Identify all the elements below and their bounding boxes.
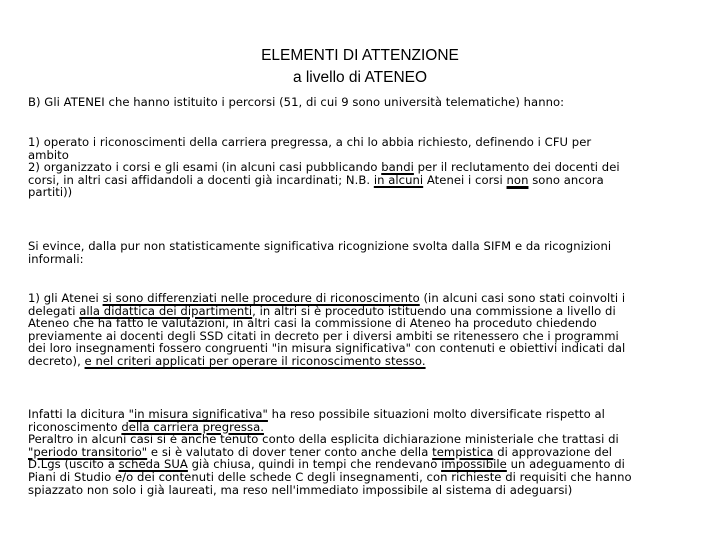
underlined-text: della carriera pregressa. <box>121 419 264 434</box>
text-span: riconoscimento <box>28 419 122 434</box>
underlined-text: e nel criteri applicati per operare il riconoscimento stesso. <box>84 353 426 368</box>
text-line <box>28 355 700 368</box>
underlined-text: in alcuni <box>373 172 424 187</box>
text-span: D.Lgs (uscito a <box>28 457 119 472</box>
underlined-text: tempistica <box>432 444 494 459</box>
text-line: Si evince, dalla pur non statisticamente significativa ricognizione svolta dalla SIFM e da ricognizioni <box>28 239 612 253</box>
paragraph-closing <box>28 408 700 496</box>
paragraph-operations-list <box>28 136 700 199</box>
text-line: informali: <box>28 251 84 266</box>
section-b-heading <box>28 96 700 109</box>
text-line: dei loro insegnamenti fossero congruenti "in misura significativa" con contenuti e obiettivi indicati dal <box>28 341 626 356</box>
text-span: , in altri si è proceduto istituendo una commissione a livello di <box>252 303 616 318</box>
text-span: Atenei i corsi <box>423 172 507 187</box>
text-line: Ateneo che ha fatto le valutazioni, in altri casi la commissione di Ateneo ha proceduto chiedendo <box>28 316 597 331</box>
text-line: Piani di Studio e/o dei contenuti delle schede C degli insegnamenti, con richieste di requisiti che hanno <box>28 469 632 484</box>
text-line: Peraltro in alcuni casi si è anche tenuto conto della esplicita dichiarazione ministeriale che trattasi di <box>28 432 619 447</box>
paragraph-atenei-list <box>28 292 700 368</box>
text-span: di approvazione del <box>493 444 613 459</box>
text-span: delegati <box>28 303 80 318</box>
underlined-text: non <box>506 172 529 187</box>
text-span: 1) gli Atenei <box>28 291 103 305</box>
text-span: decreto), <box>28 353 85 368</box>
paragraph-evince <box>28 240 700 265</box>
text-line: previamente ai docenti degli SSD citati in decreto per i diversi ambiti se ritenessero che i programmi <box>28 328 619 343</box>
text-span: sono ancora <box>528 172 604 187</box>
text-span: Infatti la dicitura <box>28 407 129 421</box>
text-line: partiti)) <box>28 185 73 200</box>
text-span: corsi, in altri casi affidandoli a docenti già incardinati; N.B. <box>28 172 374 187</box>
section-b-text: B) Gli ATENEI che hanno istituito i percorsi (51, di cui 9 sono università telematiche) hanno: <box>28 95 565 109</box>
underlined-text: alla didattica dei dipartimenti <box>79 303 253 318</box>
text-span: (in alcuni casi sono stati coinvolti i <box>419 291 626 305</box>
text-line: 1) operato i riconoscimenti della carriera pregressa, a chi lo abbia richiesto, definendo i CFU per <box>28 135 592 149</box>
slide-subtitle: a livello di ATENEO <box>292 69 428 86</box>
text-span: già chiusa, quindi in tempi che rendevano <box>187 457 442 472</box>
underlined-text: scheda SUA <box>118 457 188 472</box>
underlined-text: si sono differenziati nelle procedure di riconoscimento <box>102 291 420 305</box>
text-span: un adeguamento di <box>506 457 625 472</box>
text-line: ambito <box>28 147 69 162</box>
underlined-text: bandi <box>381 160 414 175</box>
text-span: per il reclutamento dei docenti dei <box>413 160 620 175</box>
underlined-text: "in misura significativa" <box>128 407 268 421</box>
text-span: ha reso possibile situazioni molto diversificate rispetto al <box>267 407 605 421</box>
text-line <box>28 174 700 187</box>
text-line: spiazzato non solo i già laureati, ma reso nell'immediato impossibile al sistema di adeguarsi) <box>28 482 573 497</box>
text-span: e si è valutato di dover tener conto anche della <box>147 444 433 459</box>
text-span: 2) organizzato i corsi e gli esami (in alcuni casi pubblicando <box>28 160 382 175</box>
underlined-text: impossibile <box>441 457 507 472</box>
slide-title: ELEMENTI DI ATTENZIONE <box>261 47 459 64</box>
underlined-text: "periodo transitorio" <box>28 444 148 459</box>
